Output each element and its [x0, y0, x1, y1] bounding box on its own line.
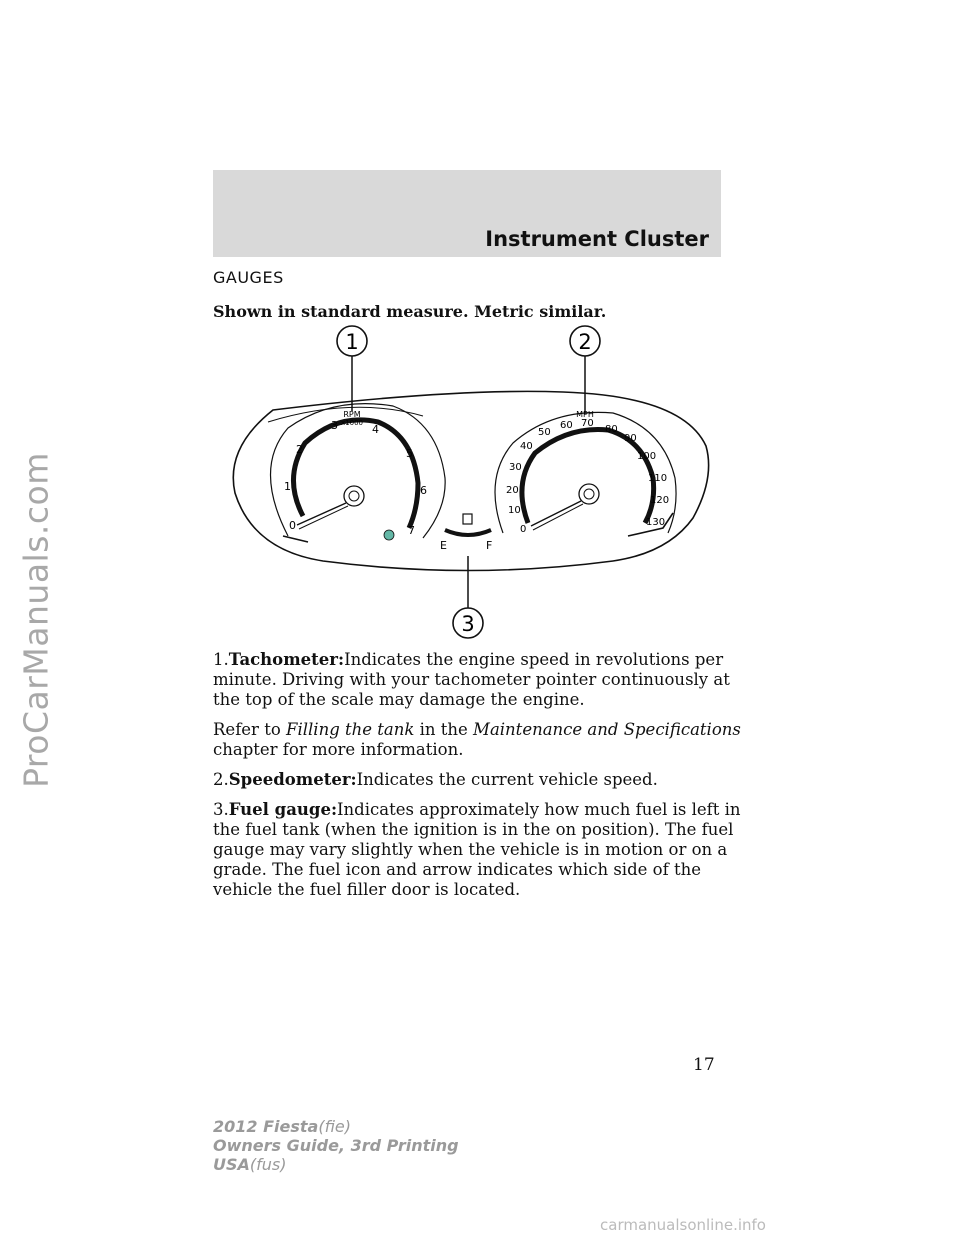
- figure-caption: Shown in standard measure. Metric similar.: [213, 302, 607, 321]
- callout-3: [453, 556, 483, 638]
- svg-text:3: 3: [331, 419, 338, 432]
- svg-text:40: 40: [520, 441, 533, 452]
- svg-text:30: 30: [509, 462, 522, 473]
- body-text: [213, 650, 743, 910]
- svg-text:100: 100: [637, 451, 657, 462]
- speedometer: [495, 410, 676, 536]
- svg-text:130: 130: [646, 517, 666, 528]
- footer: 2012 Fiesta(fie) Owners Guide, 3rd Printing USA(fus): [213, 1117, 459, 1174]
- svg-text:2: 2: [296, 443, 303, 456]
- link-filling-the-tank: Filling the tank: [286, 720, 415, 739]
- svg-text:6: 6: [420, 484, 427, 497]
- svg-text:MPH: MPH: [576, 410, 594, 419]
- svg-text:0: 0: [520, 524, 527, 535]
- svg-text:4: 4: [372, 423, 379, 436]
- svg-text:110: 110: [648, 473, 668, 484]
- cluster-diagram: [213, 318, 721, 648]
- svg-text:50: 50: [538, 427, 551, 438]
- item-tachometer: 1.Tachometer:Indicates the engine speed in revolutions per minute. Driving with your tachometer pointer continuously at the top of the scale may damage the engine.: [213, 650, 730, 709]
- svg-text:90: 90: [624, 433, 637, 444]
- tachometer: [271, 404, 446, 542]
- item-fuel-gauge: 3.Fuel gauge:Indicates approximately how much fuel is left in the fuel tank (when the ignition is in the on position). The fuel gauge may vary slightly when the vehicle is in motion or on a grade. The fuel icon and arrow indicates which side of the vehicle the fuel filler door is located.: [213, 800, 741, 899]
- watermark-text: ProCarManuals.com: [16, 452, 56, 788]
- brand-watermark: carmanualsonline.info: [600, 1216, 766, 1234]
- fuel-gauge: [440, 514, 492, 552]
- svg-text:60: 60: [560, 420, 573, 431]
- section-title: Instrument Cluster: [485, 227, 709, 251]
- item-speedometer: 2.Speedometer:Indicates the current vehicle speed.: [213, 770, 658, 789]
- svg-text:7: 7: [408, 524, 415, 537]
- svg-text:0: 0: [289, 519, 296, 532]
- section-header: [213, 170, 721, 257]
- svg-text:5: 5: [406, 447, 413, 460]
- svg-text:E: E: [440, 539, 447, 552]
- fuel-pump-icon: [463, 514, 472, 524]
- svg-text:70: 70: [581, 418, 594, 429]
- svg-text:2: 2: [578, 330, 592, 354]
- link-maintenance-specifications: Maintenance and Specifications: [473, 720, 741, 739]
- page-heading: GAUGES: [213, 268, 284, 287]
- svg-text:20: 20: [506, 485, 519, 496]
- refer-paragraph: Refer to Filling the tank in the Maintenance and Specifications chapter for more information.: [213, 720, 741, 759]
- svg-text:80: 80: [605, 424, 618, 435]
- svg-text:x1000: x1000: [341, 419, 363, 427]
- svg-text:120: 120: [650, 495, 670, 506]
- svg-text:1: 1: [345, 330, 359, 354]
- callout-1: [337, 326, 367, 411]
- svg-text:10: 10: [508, 505, 521, 516]
- svg-text:F: F: [486, 539, 493, 552]
- svg-text:3: 3: [461, 612, 475, 636]
- svg-text:RPM: RPM: [343, 410, 361, 419]
- svg-text:1: 1: [284, 480, 291, 493]
- callout-2: [570, 326, 600, 414]
- page-number: 17: [693, 1055, 715, 1075]
- instrument-cluster-figure: [213, 318, 721, 648]
